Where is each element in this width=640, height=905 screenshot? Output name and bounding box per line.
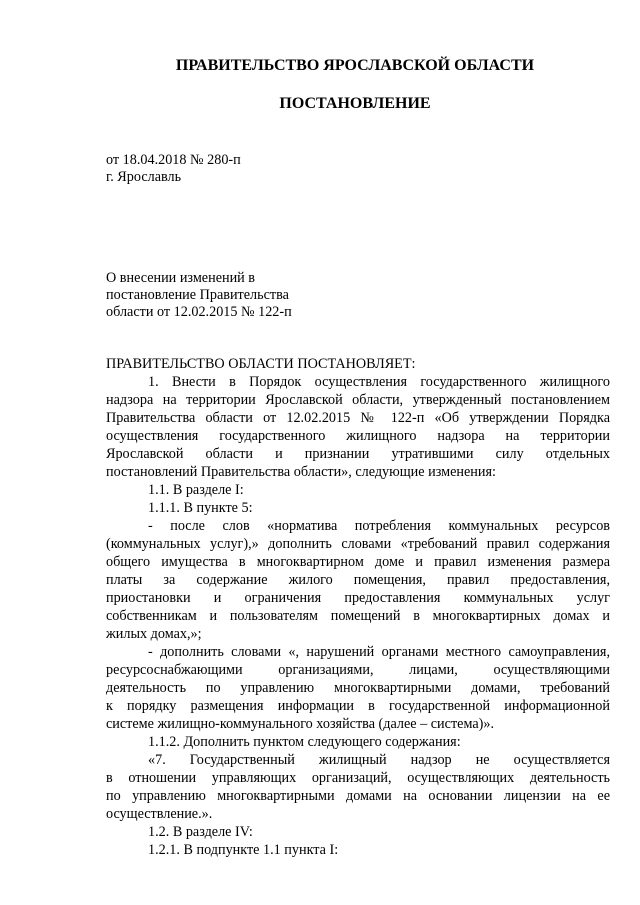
dash-item-1-line: собственникам и пользователям помещений в многоквартирных домах и (106, 608, 610, 624)
dash-item-2-line: деятельность по управлению многоквартирными домами, требований (106, 680, 610, 696)
dash-item-1-line: общего имущества в многоквартирном доме и правил изменения размера (106, 554, 610, 570)
subject-line-1: О внесении изменений в (106, 270, 256, 286)
dash-item-2-line: к порядку размещения информации в государственной информационной (106, 698, 610, 714)
dash-item-2-line: ресурсоснабжающими организациями, лицами, осуществляющими (106, 662, 610, 678)
section-1-2-1: 1.2.1. В подпункте 1.1 пункта I: (148, 842, 339, 858)
quoted-item-line: «7. Государственный жилищный надзор не осуществляется (148, 752, 610, 768)
paragraph-1-line: 1. Внести в Порядок осуществления государственного жилищного (148, 374, 610, 390)
preamble: ПРАВИТЕЛЬСТВО ОБЛАСТИ ПОСТАНОВЛЯЕТ: (106, 356, 416, 372)
subject-line-3: области от 12.02.2015 № 122-п (106, 304, 292, 320)
dash-item-2-line: системе жилищно-коммунального хозяйства (далее – система)». (106, 716, 494, 732)
section-1-1-2: 1.1.2. Дополнить пунктом следующего содержания: (148, 734, 461, 750)
paragraph-1-line: надзора на территории Ярославской области, утвержденный постановлением (106, 392, 610, 408)
dash-item-1-line: приостановки и ограничения предоставления коммунальных услуг (106, 590, 610, 606)
government-heading: ПРАВИТЕЛЬСТВО ЯРОСЛАВСКОЙ ОБЛАСТИ (175, 57, 535, 74)
quoted-item-line: в отношении управляющих организаций, осуществляющих деятельность (106, 770, 610, 786)
section-1-1-1: 1.1.1. В пункте 5: (148, 500, 253, 516)
paragraph-1-line: осуществления государственного жилищного надзора на территории (106, 428, 610, 444)
quoted-item-line: по управлению многоквартирными домами на основании лицензии на ее (106, 788, 610, 804)
city: г. Ярославль (106, 169, 182, 185)
section-1-2: 1.2. В разделе IV: (148, 824, 253, 840)
dash-item-1-line: жилых домах,»; (106, 626, 202, 642)
paragraph-1-line: постановлений Правительства области», следующие изменения: (106, 464, 496, 480)
quoted-item-line: осуществление.». (106, 806, 213, 822)
subject-line-2: постановление Правительства (106, 287, 289, 303)
decree-heading: ПОСТАНОВЛЕНИЕ (279, 95, 431, 112)
decree-body (106, 355, 610, 859)
paragraph-1-line: Ярославской области и признании утратившими силу отдельных (106, 446, 610, 462)
dash-item-1-line: - после слов «норматива потребления коммунальных ресурсов (148, 518, 610, 534)
dash-item-1-line: платы за содержание жилого помещения, правил предоставления, (106, 572, 610, 588)
paragraph-1-line: Правительства области от 12.02.2015 № 122-п «Об утверждении Порядка (106, 410, 610, 426)
dash-item-2-line: - дополнить словами «, нарушений органами местного самоуправления, (148, 644, 610, 660)
date-number: от 18.04.2018 № 280-п (106, 152, 241, 168)
dash-item-1-line: (коммунальных услуг),» дополнить словами «требований правил содержания (106, 536, 610, 552)
section-1-1: 1.1. В разделе I: (148, 482, 244, 498)
